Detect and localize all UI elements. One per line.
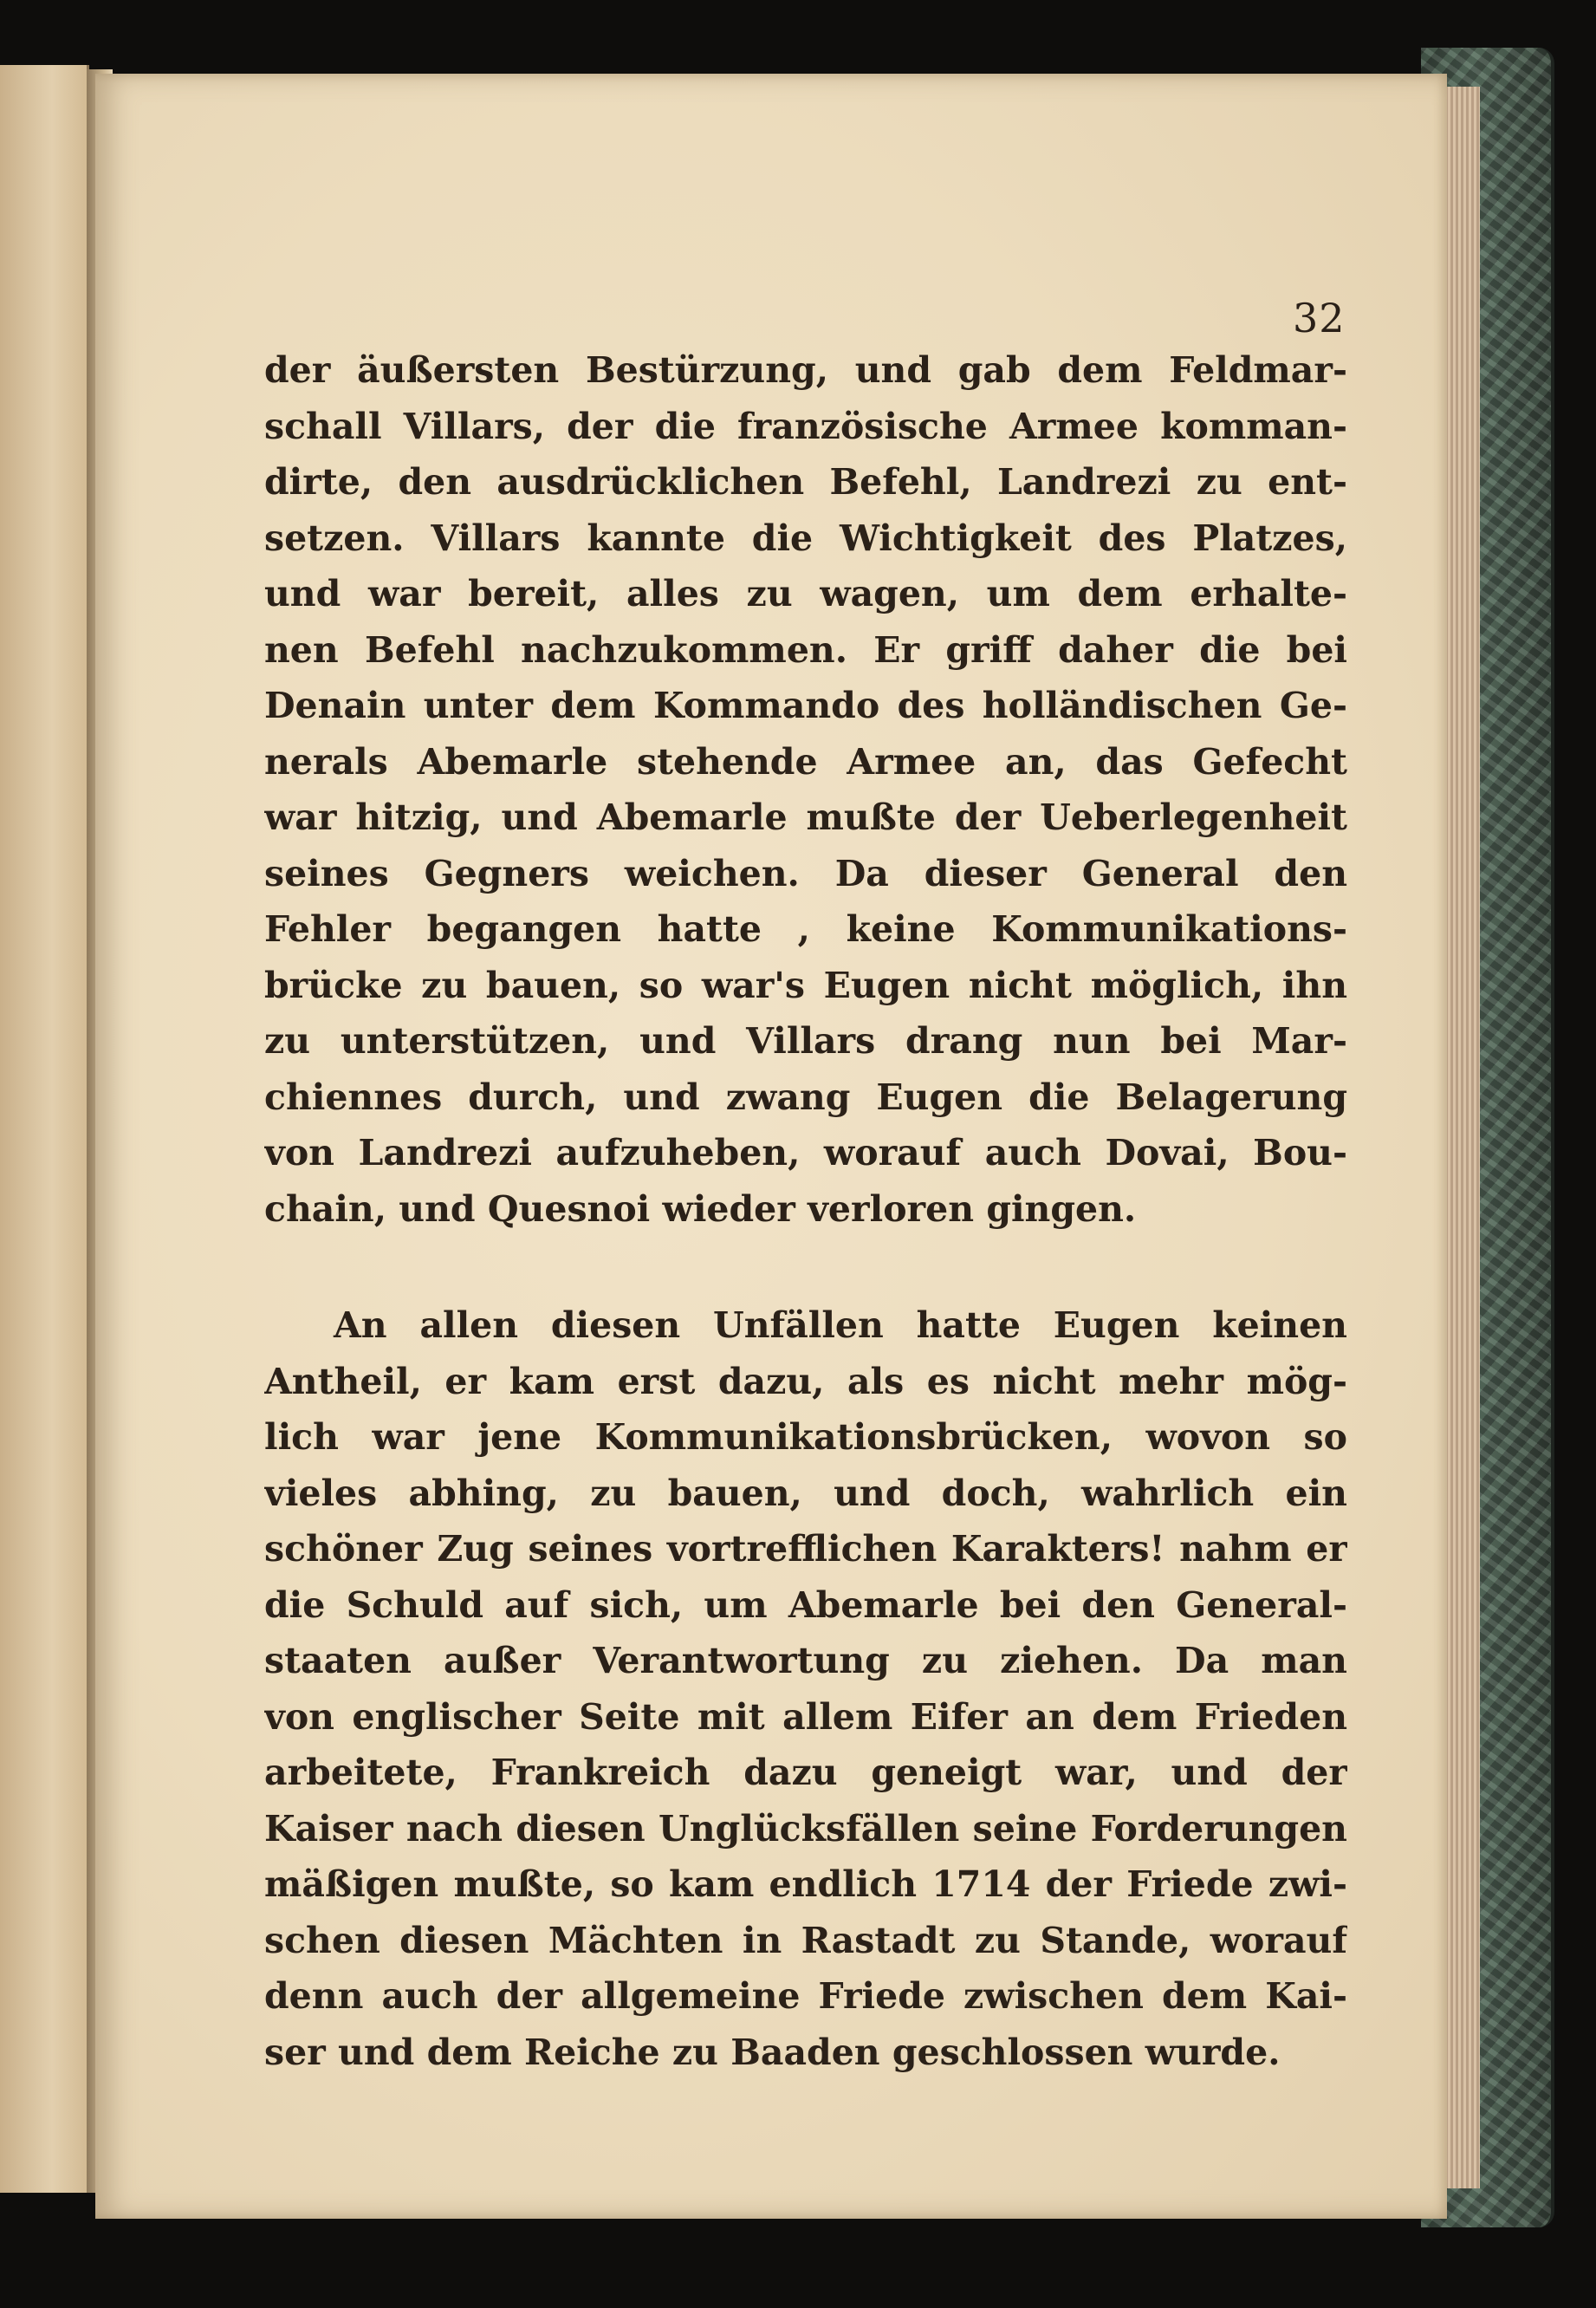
text-line: brücke zu bauen, so war's Eugen nicht möglich, ihn [264, 964, 1347, 1006]
text-line: lich war jene Kommunikationsbrücken, wovon so [264, 1416, 1347, 1458]
text-line: dirte, den ausdrücklichen Befehl, Landrezi zu ent- [264, 461, 1347, 503]
text-line: arbeitete, Frankreich dazu geneigt war, und der [264, 1752, 1347, 1793]
text-line: An allen diesen Unfällen hatte Eugen keinen [334, 1304, 1347, 1346]
text-line: chiennes durch, und zwang Eugen die Belagerung [264, 1076, 1347, 1118]
page-number: 32 [1293, 295, 1346, 341]
text-line: seines Gegners weichen. Da dieser General den [264, 852, 1347, 894]
facing-page-edge [0, 65, 89, 2193]
text-line: zu unterstützen, und Villars drang nun bei Mar- [264, 1020, 1347, 1062]
text-line: von Landrezi aufzuheben, worauf auch Dovai, Bou- [264, 1132, 1347, 1174]
text-line: und war bereit, alles zu wagen, um dem erhalte- [264, 573, 1347, 614]
text-line: mäßigen mußte, so kam endlich 1714 der Friede zwi- [264, 1863, 1347, 1905]
text-line: war hitzig, und Abemarle mußte der Ueberlegenheit [264, 796, 1347, 838]
text-line: Denain unter dem Kommando des holländischen Ge- [264, 685, 1347, 726]
text-line: Kaiser nach diesen Unglücksfällen seine Forderungen [264, 1807, 1347, 1850]
text-line: die Schuld auf sich, um Abemarle bei den General- [264, 1583, 1347, 1626]
text-line: von englischer Seite mit allem Eifer an dem Frieden [264, 1695, 1347, 1738]
text-line: vieles abhing, zu bauen, und doch, wahrlich ein [264, 1472, 1347, 1514]
book-page [95, 74, 1447, 2219]
text-line: schall Villars, der die französische Armee komman- [264, 405, 1347, 447]
text-line: Fehler begangen hatte , keine Kommunikations- [264, 908, 1347, 950]
text-line: nerals Abemarle stehende Armee an, das Gefecht [264, 740, 1347, 783]
text-line: ser und dem Reiche zu Baaden geschlossen wurde. [264, 2031, 1281, 2073]
text-line: chain, und Quesnoi wieder verloren gingen. [264, 1187, 1137, 1230]
body-text [264, 342, 1347, 2080]
text-line: schen diesen Mächten in Rastadt zu Stande, worauf [264, 1919, 1347, 1961]
text-line: nen Befehl nachzukommen. Er griff daher die bei [264, 628, 1347, 671]
text-line: denn auch der allgemeine Friede zwischen dem Kai- [264, 1975, 1347, 2017]
text-line: der äußersten Bestürzung, und gab dem Feldmar- [264, 349, 1347, 391]
text-line: setzen. Villars kannte die Wichtigkeit des Platzes, [264, 517, 1347, 559]
text-line: schöner Zug seines vortrefflichen Karakters! nahm er [264, 1528, 1347, 1570]
paragraph-gap [264, 1237, 1347, 1297]
text-line: staaten außer Verantwortung zu ziehen. Da man [264, 1640, 1347, 1681]
text-line: Antheil, er kam erst dazu, als es nicht mehr mög- [264, 1360, 1347, 1402]
